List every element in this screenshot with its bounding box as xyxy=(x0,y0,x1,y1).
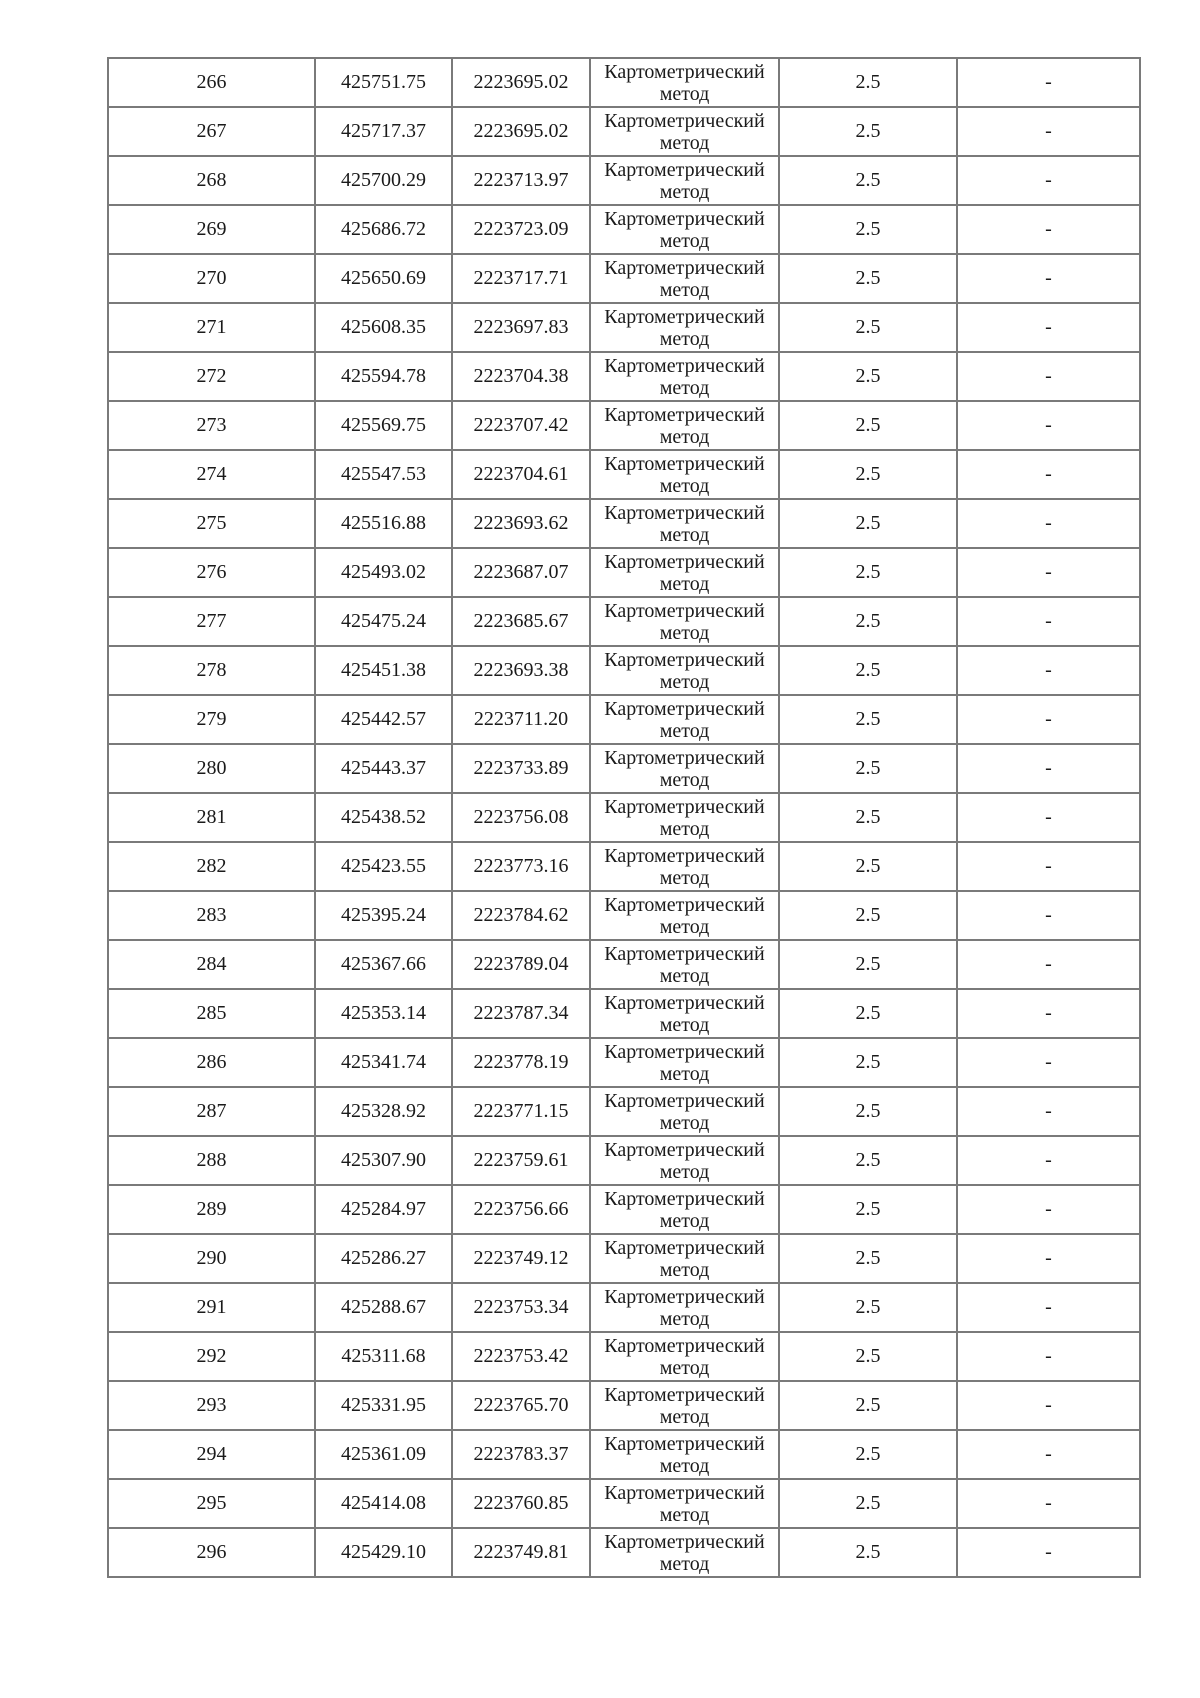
note-cell: - xyxy=(957,891,1140,940)
method-line-1: Картометрический xyxy=(604,1089,765,1112)
method-cell xyxy=(590,303,779,352)
table-row xyxy=(108,1234,1140,1283)
method-line-1: Картометрический xyxy=(604,354,765,377)
x-coordinate-cell: 425594.78 xyxy=(315,352,452,401)
accuracy-cell: 2.5 xyxy=(779,548,957,597)
note-cell: - xyxy=(957,1087,1140,1136)
method-line-2: метод xyxy=(659,82,710,105)
method-line-1: Картометрический xyxy=(604,1138,765,1161)
y-coordinate-cell: 2223773.16 xyxy=(452,842,590,891)
x-coordinate-cell: 425284.97 xyxy=(315,1185,452,1234)
note-cell: - xyxy=(957,58,1140,107)
x-coordinate-cell: 425353.14 xyxy=(315,989,452,1038)
method-line-2: метод xyxy=(659,768,710,791)
point-number-cell: 268 xyxy=(108,156,315,205)
x-coordinate-cell: 425286.27 xyxy=(315,1234,452,1283)
note-cell: - xyxy=(957,1038,1140,1087)
method-line-2: метод xyxy=(659,327,710,350)
method-line-2: метод xyxy=(659,1013,710,1036)
y-coordinate-cell: 2223693.62 xyxy=(452,499,590,548)
table-row xyxy=(108,1479,1140,1528)
table-row xyxy=(108,1332,1140,1381)
y-coordinate-cell: 2223695.02 xyxy=(452,107,590,156)
method-cell xyxy=(590,1479,779,1528)
method-cell xyxy=(590,646,779,695)
table-row xyxy=(108,695,1140,744)
method-line-2: метод xyxy=(659,866,710,889)
note-cell: - xyxy=(957,1234,1140,1283)
method-line-2: метод xyxy=(659,1405,710,1428)
table-row xyxy=(108,940,1140,989)
accuracy-cell: 2.5 xyxy=(779,303,957,352)
x-coordinate-cell: 425288.67 xyxy=(315,1283,452,1332)
x-coordinate-cell: 425341.74 xyxy=(315,1038,452,1087)
accuracy-cell: 2.5 xyxy=(779,107,957,156)
point-number-cell: 282 xyxy=(108,842,315,891)
note-cell: - xyxy=(957,499,1140,548)
method-line-1: Картометрический xyxy=(604,60,765,83)
point-number-cell: 276 xyxy=(108,548,315,597)
method-line-1: Картометрический xyxy=(604,1530,765,1553)
method-line-1: Картометрический xyxy=(604,1383,765,1406)
note-cell: - xyxy=(957,1185,1140,1234)
x-coordinate-cell: 425443.37 xyxy=(315,744,452,793)
method-cell xyxy=(590,940,779,989)
method-line-1: Картометрический xyxy=(604,1481,765,1504)
accuracy-cell: 2.5 xyxy=(779,793,957,842)
table-row xyxy=(108,303,1140,352)
point-number-cell: 292 xyxy=(108,1332,315,1381)
method-line-2: метод xyxy=(659,425,710,448)
note-cell: - xyxy=(957,1381,1140,1430)
method-cell xyxy=(590,499,779,548)
accuracy-cell: 2.5 xyxy=(779,1038,957,1087)
accuracy-cell: 2.5 xyxy=(779,1528,957,1577)
accuracy-cell: 2.5 xyxy=(779,597,957,646)
method-line-1: Картометрический xyxy=(604,795,765,818)
method-cell xyxy=(590,1136,779,1185)
method-line-1: Картометрический xyxy=(604,207,765,230)
point-number-cell: 279 xyxy=(108,695,315,744)
accuracy-cell: 2.5 xyxy=(779,205,957,254)
method-line-2: метод xyxy=(659,1258,710,1281)
method-line-1: Картометрический xyxy=(604,1236,765,1259)
y-coordinate-cell: 2223697.83 xyxy=(452,303,590,352)
accuracy-cell: 2.5 xyxy=(779,1381,957,1430)
accuracy-cell: 2.5 xyxy=(779,1087,957,1136)
method-line-2: метод xyxy=(659,670,710,693)
accuracy-cell: 2.5 xyxy=(779,1332,957,1381)
method-cell xyxy=(590,58,779,107)
point-number-cell: 271 xyxy=(108,303,315,352)
method-line-1: Картометрический xyxy=(604,452,765,475)
y-coordinate-cell: 2223713.97 xyxy=(452,156,590,205)
point-number-cell: 273 xyxy=(108,401,315,450)
coordinates-table-body xyxy=(108,58,1140,1577)
x-coordinate-cell: 425328.92 xyxy=(315,1087,452,1136)
point-number-cell: 284 xyxy=(108,940,315,989)
note-cell: - xyxy=(957,1136,1140,1185)
table-row xyxy=(108,401,1140,450)
y-coordinate-cell: 2223756.66 xyxy=(452,1185,590,1234)
note-cell: - xyxy=(957,303,1140,352)
accuracy-cell: 2.5 xyxy=(779,352,957,401)
method-line-2: метод xyxy=(659,1111,710,1134)
point-number-cell: 294 xyxy=(108,1430,315,1479)
y-coordinate-cell: 2223789.04 xyxy=(452,940,590,989)
method-line-2: метод xyxy=(659,1552,710,1575)
note-cell: - xyxy=(957,548,1140,597)
method-line-2: метод xyxy=(659,1503,710,1526)
note-cell: - xyxy=(957,107,1140,156)
y-coordinate-cell: 2223759.61 xyxy=(452,1136,590,1185)
point-number-cell: 288 xyxy=(108,1136,315,1185)
note-cell: - xyxy=(957,940,1140,989)
table-row xyxy=(108,1381,1140,1430)
table-row xyxy=(108,107,1140,156)
note-cell: - xyxy=(957,401,1140,450)
point-number-cell: 296 xyxy=(108,1528,315,1577)
table-row xyxy=(108,1528,1140,1577)
accuracy-cell: 2.5 xyxy=(779,1136,957,1185)
note-cell: - xyxy=(957,254,1140,303)
x-coordinate-cell: 425307.90 xyxy=(315,1136,452,1185)
x-coordinate-cell: 425451.38 xyxy=(315,646,452,695)
table-row xyxy=(108,352,1140,401)
method-cell xyxy=(590,842,779,891)
table-row xyxy=(108,744,1140,793)
accuracy-cell: 2.5 xyxy=(779,1479,957,1528)
table-row xyxy=(108,646,1140,695)
table-row xyxy=(108,1185,1140,1234)
point-number-cell: 287 xyxy=(108,1087,315,1136)
method-line-1: Картометрический xyxy=(604,599,765,622)
method-line-2: метод xyxy=(659,180,710,203)
table-row xyxy=(108,597,1140,646)
table-row xyxy=(108,1283,1140,1332)
method-line-2: метод xyxy=(659,964,710,987)
coordinates-table xyxy=(107,57,1141,1578)
accuracy-cell: 2.5 xyxy=(779,254,957,303)
x-coordinate-cell: 425438.52 xyxy=(315,793,452,842)
y-coordinate-cell: 2223778.19 xyxy=(452,1038,590,1087)
method-line-1: Картометрический xyxy=(604,109,765,132)
method-cell xyxy=(590,548,779,597)
method-line-2: метод xyxy=(659,229,710,252)
note-cell: - xyxy=(957,646,1140,695)
point-number-cell: 270 xyxy=(108,254,315,303)
method-line-1: Картометрический xyxy=(604,697,765,720)
table-row xyxy=(108,205,1140,254)
x-coordinate-cell: 425547.53 xyxy=(315,450,452,499)
y-coordinate-cell: 2223711.20 xyxy=(452,695,590,744)
table-row xyxy=(108,450,1140,499)
method-line-2: метод xyxy=(659,1356,710,1379)
method-cell xyxy=(590,156,779,205)
accuracy-cell: 2.5 xyxy=(779,499,957,548)
y-coordinate-cell: 2223749.81 xyxy=(452,1528,590,1577)
method-cell xyxy=(590,1038,779,1087)
y-coordinate-cell: 2223707.42 xyxy=(452,401,590,450)
x-coordinate-cell: 425361.09 xyxy=(315,1430,452,1479)
method-line-2: метод xyxy=(659,719,710,742)
table-row xyxy=(108,1430,1140,1479)
y-coordinate-cell: 2223760.85 xyxy=(452,1479,590,1528)
table-row xyxy=(108,548,1140,597)
method-cell xyxy=(590,450,779,499)
note-cell: - xyxy=(957,989,1140,1038)
method-line-2: метод xyxy=(659,1209,710,1232)
method-line-1: Картометрический xyxy=(604,403,765,426)
accuracy-cell: 2.5 xyxy=(779,1283,957,1332)
accuracy-cell: 2.5 xyxy=(779,1430,957,1479)
method-line-1: Картометрический xyxy=(604,844,765,867)
table-row xyxy=(108,156,1140,205)
y-coordinate-cell: 2223693.38 xyxy=(452,646,590,695)
method-line-2: метод xyxy=(659,1454,710,1477)
note-cell: - xyxy=(957,352,1140,401)
method-cell xyxy=(590,352,779,401)
accuracy-cell: 2.5 xyxy=(779,940,957,989)
point-number-cell: 281 xyxy=(108,793,315,842)
table-row xyxy=(108,842,1140,891)
y-coordinate-cell: 2223784.62 xyxy=(452,891,590,940)
y-coordinate-cell: 2223723.09 xyxy=(452,205,590,254)
method-line-2: метод xyxy=(659,1160,710,1183)
accuracy-cell: 2.5 xyxy=(779,891,957,940)
method-cell xyxy=(590,989,779,1038)
point-number-cell: 290 xyxy=(108,1234,315,1283)
method-line-2: метод xyxy=(659,817,710,840)
y-coordinate-cell: 2223749.12 xyxy=(452,1234,590,1283)
point-number-cell: 283 xyxy=(108,891,315,940)
x-coordinate-cell: 425516.88 xyxy=(315,499,452,548)
x-coordinate-cell: 425569.75 xyxy=(315,401,452,450)
method-line-2: метод xyxy=(659,1062,710,1085)
method-line-2: метод xyxy=(659,1307,710,1330)
y-coordinate-cell: 2223695.02 xyxy=(452,58,590,107)
point-number-cell: 289 xyxy=(108,1185,315,1234)
y-coordinate-cell: 2223733.89 xyxy=(452,744,590,793)
x-coordinate-cell: 425367.66 xyxy=(315,940,452,989)
point-number-cell: 267 xyxy=(108,107,315,156)
method-cell xyxy=(590,597,779,646)
point-number-cell: 295 xyxy=(108,1479,315,1528)
point-number-cell: 266 xyxy=(108,58,315,107)
method-line-1: Картометрический xyxy=(604,942,765,965)
method-line-1: Картометрический xyxy=(604,746,765,769)
method-line-1: Картометрический xyxy=(604,1285,765,1308)
note-cell: - xyxy=(957,450,1140,499)
x-coordinate-cell: 425395.24 xyxy=(315,891,452,940)
point-number-cell: 286 xyxy=(108,1038,315,1087)
note-cell: - xyxy=(957,695,1140,744)
note-cell: - xyxy=(957,1332,1140,1381)
y-coordinate-cell: 2223783.37 xyxy=(452,1430,590,1479)
note-cell: - xyxy=(957,597,1140,646)
accuracy-cell: 2.5 xyxy=(779,989,957,1038)
method-cell xyxy=(590,1332,779,1381)
x-coordinate-cell: 425331.95 xyxy=(315,1381,452,1430)
y-coordinate-cell: 2223717.71 xyxy=(452,254,590,303)
x-coordinate-cell: 425493.02 xyxy=(315,548,452,597)
note-cell: - xyxy=(957,842,1140,891)
method-line-2: метод xyxy=(659,131,710,154)
method-cell xyxy=(590,744,779,793)
table-row xyxy=(108,1038,1140,1087)
method-cell xyxy=(590,1381,779,1430)
method-line-2: метод xyxy=(659,572,710,595)
x-coordinate-cell: 425475.24 xyxy=(315,597,452,646)
y-coordinate-cell: 2223756.08 xyxy=(452,793,590,842)
table-row xyxy=(108,989,1140,1038)
x-coordinate-cell: 425650.69 xyxy=(315,254,452,303)
point-number-cell: 280 xyxy=(108,744,315,793)
y-coordinate-cell: 2223704.61 xyxy=(452,450,590,499)
method-cell xyxy=(590,1283,779,1332)
y-coordinate-cell: 2223685.67 xyxy=(452,597,590,646)
point-number-cell: 272 xyxy=(108,352,315,401)
table-row xyxy=(108,254,1140,303)
method-line-1: Картометрический xyxy=(604,305,765,328)
x-coordinate-cell: 425717.37 xyxy=(315,107,452,156)
y-coordinate-cell: 2223787.34 xyxy=(452,989,590,1038)
method-cell xyxy=(590,254,779,303)
note-cell: - xyxy=(957,205,1140,254)
accuracy-cell: 2.5 xyxy=(779,744,957,793)
method-cell xyxy=(590,1234,779,1283)
method-line-1: Картометрический xyxy=(604,501,765,524)
method-line-1: Картометрический xyxy=(604,550,765,573)
table-row xyxy=(108,1136,1140,1185)
method-cell xyxy=(590,107,779,156)
point-number-cell: 293 xyxy=(108,1381,315,1430)
y-coordinate-cell: 2223687.07 xyxy=(452,548,590,597)
note-cell: - xyxy=(957,793,1140,842)
point-number-cell: 285 xyxy=(108,989,315,1038)
note-cell: - xyxy=(957,1479,1140,1528)
point-number-cell: 274 xyxy=(108,450,315,499)
method-line-1: Картометрический xyxy=(604,158,765,181)
method-line-2: метод xyxy=(659,523,710,546)
point-number-cell: 291 xyxy=(108,1283,315,1332)
accuracy-cell: 2.5 xyxy=(779,646,957,695)
method-line-2: метод xyxy=(659,915,710,938)
method-line-1: Картометрический xyxy=(604,991,765,1014)
method-line-1: Картометрический xyxy=(604,648,765,671)
method-line-1: Картометрический xyxy=(604,1040,765,1063)
y-coordinate-cell: 2223753.34 xyxy=(452,1283,590,1332)
table-row xyxy=(108,499,1140,548)
x-coordinate-cell: 425608.35 xyxy=(315,303,452,352)
method-line-1: Картометрический xyxy=(604,256,765,279)
method-cell xyxy=(590,401,779,450)
x-coordinate-cell: 425423.55 xyxy=(315,842,452,891)
table-row xyxy=(108,58,1140,107)
note-cell: - xyxy=(957,1283,1140,1332)
method-cell xyxy=(590,1528,779,1577)
table-row xyxy=(108,1087,1140,1136)
accuracy-cell: 2.5 xyxy=(779,450,957,499)
method-line-1: Картометрический xyxy=(604,1187,765,1210)
point-number-cell: 277 xyxy=(108,597,315,646)
point-number-cell: 275 xyxy=(108,499,315,548)
point-number-cell: 278 xyxy=(108,646,315,695)
method-line-2: метод xyxy=(659,474,710,497)
x-coordinate-cell: 425700.29 xyxy=(315,156,452,205)
accuracy-cell: 2.5 xyxy=(779,842,957,891)
y-coordinate-cell: 2223765.70 xyxy=(452,1381,590,1430)
x-coordinate-cell: 425751.75 xyxy=(315,58,452,107)
accuracy-cell: 2.5 xyxy=(779,1234,957,1283)
accuracy-cell: 2.5 xyxy=(779,1185,957,1234)
accuracy-cell: 2.5 xyxy=(779,695,957,744)
method-line-2: метод xyxy=(659,278,710,301)
note-cell: - xyxy=(957,1528,1140,1577)
x-coordinate-cell: 425429.10 xyxy=(315,1528,452,1577)
x-coordinate-cell: 425442.57 xyxy=(315,695,452,744)
method-cell xyxy=(590,1430,779,1479)
x-coordinate-cell: 425686.72 xyxy=(315,205,452,254)
y-coordinate-cell: 2223753.42 xyxy=(452,1332,590,1381)
method-cell xyxy=(590,793,779,842)
x-coordinate-cell: 425311.68 xyxy=(315,1332,452,1381)
method-line-2: метод xyxy=(659,376,710,399)
method-line-1: Картометрический xyxy=(604,1334,765,1357)
accuracy-cell: 2.5 xyxy=(779,58,957,107)
x-coordinate-cell: 425414.08 xyxy=(315,1479,452,1528)
method-cell xyxy=(590,1185,779,1234)
y-coordinate-cell: 2223771.15 xyxy=(452,1087,590,1136)
accuracy-cell: 2.5 xyxy=(779,401,957,450)
table-row xyxy=(108,793,1140,842)
note-cell: - xyxy=(957,744,1140,793)
method-cell xyxy=(590,205,779,254)
table-row xyxy=(108,891,1140,940)
method-line-2: метод xyxy=(659,621,710,644)
y-coordinate-cell: 2223704.38 xyxy=(452,352,590,401)
method-cell xyxy=(590,1087,779,1136)
point-number-cell: 269 xyxy=(108,205,315,254)
note-cell: - xyxy=(957,1430,1140,1479)
method-line-1: Картометрический xyxy=(604,1432,765,1455)
method-cell xyxy=(590,695,779,744)
accuracy-cell: 2.5 xyxy=(779,156,957,205)
method-cell xyxy=(590,891,779,940)
note-cell: - xyxy=(957,156,1140,205)
method-line-1: Картометрический xyxy=(604,893,765,916)
